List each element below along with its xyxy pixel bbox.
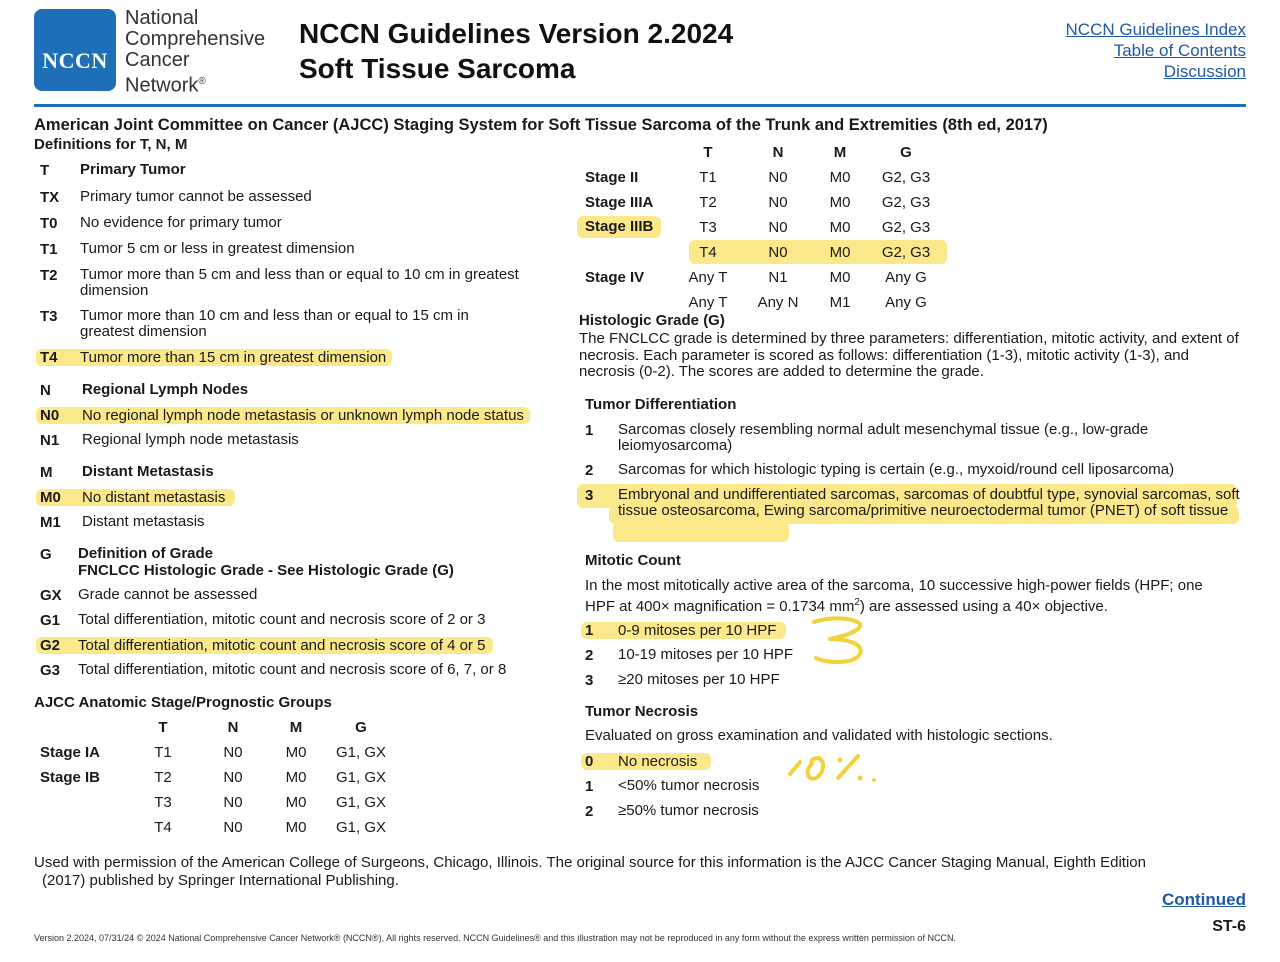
mitotic-text-b: ) are assessed using a 40× objective. bbox=[859, 597, 1108, 615]
necrosis-code: 0 bbox=[585, 753, 594, 770]
stage-g: G1, GX bbox=[335, 794, 387, 811]
mitotic-code: 1 bbox=[585, 622, 594, 639]
col-t: T bbox=[158, 719, 168, 736]
stage-m: M0 bbox=[285, 819, 307, 836]
stage-n: N0 bbox=[223, 744, 243, 761]
necrosis-title: Tumor Necrosis bbox=[585, 703, 699, 720]
necrosis-code: 1 bbox=[585, 778, 594, 795]
col-n: N bbox=[227, 719, 239, 736]
logo-wordmark bbox=[125, 8, 265, 97]
tumor-code: TX bbox=[40, 189, 60, 206]
stage-label: Stage IIIA bbox=[585, 194, 654, 211]
tumor-code: T4 bbox=[40, 349, 58, 366]
discussion-link[interactable]: Discussion bbox=[1163, 62, 1246, 81]
diff-code: 3 bbox=[585, 487, 594, 504]
stage-label: Stage IB bbox=[40, 769, 101, 786]
stage-m: M0 bbox=[285, 794, 307, 811]
stage-n: N0 bbox=[768, 169, 788, 186]
grade-desc: Total differentiation, mitotic count and necrosis score of 6, 7, or 8 bbox=[78, 661, 507, 678]
node-code: N1 bbox=[40, 432, 60, 449]
necrosis-desc: <50% tumor necrosis bbox=[618, 777, 760, 794]
histologic-title: Histologic Grade (G) bbox=[579, 312, 725, 329]
mitotic-text bbox=[585, 578, 1235, 615]
col-g: G bbox=[900, 144, 912, 161]
logo-reg: ® bbox=[198, 76, 206, 87]
stage-t: T4 bbox=[699, 244, 717, 261]
tumor-desc: Tumor 5 cm or less in greatest dimension bbox=[80, 240, 355, 257]
grade-code: G1 bbox=[40, 612, 61, 629]
diff-code: 2 bbox=[585, 462, 594, 479]
stage-t: Any T bbox=[688, 269, 728, 286]
stage-label: Stage IV bbox=[585, 269, 645, 286]
stage-n: N0 bbox=[768, 244, 788, 261]
stage-m: M0 bbox=[829, 219, 851, 236]
differentiation-title: Tumor Differentiation bbox=[585, 396, 737, 413]
stage-n: N1 bbox=[768, 269, 788, 286]
mitotic-desc: ≥20 mitoses per 10 HPF bbox=[618, 671, 780, 688]
stage-table-left bbox=[40, 719, 560, 839]
mitotic-title: Mitotic Count bbox=[585, 552, 681, 569]
top-links bbox=[1066, 19, 1246, 82]
grade-title: Definition of Grade bbox=[78, 545, 213, 562]
col-t: T bbox=[703, 144, 713, 161]
mitotic-code: 3 bbox=[585, 672, 594, 689]
stage-n: N0 bbox=[223, 819, 243, 836]
stage-label: Stage IA bbox=[40, 744, 101, 761]
logo-mark: NCCN bbox=[42, 48, 108, 73]
mitotic-sup: 2 bbox=[854, 596, 860, 608]
node-desc: Regional lymph node metastasis bbox=[82, 431, 299, 448]
diff-desc: Sarcomas closely resembling normal adult mesenchymal tissue (e.g., low-grade leiomyosarcoma) bbox=[618, 421, 1149, 454]
stage-g: G2, G3 bbox=[881, 244, 931, 261]
highlight-stripe bbox=[613, 522, 789, 542]
necrosis-code: 2 bbox=[585, 803, 594, 820]
tumor-code: T0 bbox=[40, 215, 58, 232]
stage-t: T1 bbox=[699, 169, 717, 186]
continued-link[interactable]: Continued bbox=[1161, 890, 1246, 909]
node-desc: No regional lymph node metastasis or unknown lymph node status bbox=[82, 407, 524, 424]
grade-desc: Grade cannot be assessed bbox=[78, 586, 258, 603]
permission-line-2: (2017) published by Springer International Publishing. bbox=[42, 872, 399, 889]
permission-note bbox=[34, 854, 1249, 890]
stage-m: M0 bbox=[829, 169, 851, 186]
necrosis-text: Evaluated on gross examination and validated with histologic sections. bbox=[585, 727, 1053, 744]
stage-n: Any N bbox=[757, 294, 799, 311]
stage-g: G1, GX bbox=[335, 744, 387, 761]
stage-t: Any T bbox=[688, 294, 728, 311]
logo-line-3: Cancer bbox=[125, 49, 190, 71]
stage-g: Any G bbox=[885, 294, 927, 311]
nccn-logo bbox=[34, 9, 116, 91]
table-of-contents-link[interactable]: Table of Contents bbox=[1113, 41, 1246, 60]
mitotic-desc: 0-9 mitoses per 10 HPF bbox=[618, 622, 777, 639]
stage-groups-title: AJCC Anatomic Stage/Prognostic Groups bbox=[34, 694, 332, 711]
stage-t: T2 bbox=[699, 194, 717, 211]
title-line-2: Soft Tissue Sarcoma bbox=[299, 53, 576, 84]
col-n: N bbox=[772, 144, 784, 161]
stage-table-right bbox=[585, 144, 965, 314]
metastasis-code: M0 bbox=[40, 489, 61, 506]
stage-n: N0 bbox=[768, 219, 788, 236]
stage-t: T3 bbox=[699, 219, 717, 236]
m-header: M bbox=[40, 464, 53, 481]
tumor-desc: Primary tumor cannot be assessed bbox=[80, 188, 312, 205]
stage-g: G1, GX bbox=[335, 769, 387, 786]
page-number: ST-6 bbox=[1212, 918, 1246, 935]
metastasis-title: Distant Metastasis bbox=[82, 463, 214, 480]
diff-desc: Embryonal and undifferentiated sarcomas, sarcomas of doubtful type, synovial sarcomas, soft tissue osteosarcoma, Ewing sarcoma/primitive neuroectodermal tumor (PNET) of soft tissue bbox=[618, 486, 1240, 519]
stage-m: M0 bbox=[829, 244, 851, 261]
handwritten-ten-percent bbox=[786, 746, 882, 790]
node-code: N0 bbox=[40, 407, 60, 424]
stage-m: M0 bbox=[285, 744, 307, 761]
stage-label: Stage IIIB bbox=[577, 216, 661, 238]
stage-t: T4 bbox=[154, 819, 172, 836]
grade-code: G3 bbox=[40, 662, 61, 679]
metastasis-code: M1 bbox=[40, 514, 61, 531]
title-line-1: NCCN Guidelines Version 2.2024 bbox=[299, 18, 734, 49]
tumor-desc: Tumor more than 5 cm and less than or equal to 10 cm in greatest dimension bbox=[80, 266, 519, 299]
tumor-code: T3 bbox=[40, 308, 58, 325]
necrosis-desc: No necrosis bbox=[618, 753, 698, 770]
stage-label: Stage II bbox=[585, 169, 639, 186]
stage-t: T1 bbox=[154, 744, 172, 761]
stage-t: T3 bbox=[154, 794, 172, 811]
g-header: G bbox=[40, 546, 52, 563]
histologic-text: The FNCLCC grade is determined by three parameters: differentiation, mitotic activity, and extent of necrosis. Each parameter is scored as follows: differentiation (1-3), mitotic activity (1-3), and necrosis (0-2). The scores are added to determine the grade. bbox=[579, 330, 1239, 380]
grade-desc: Total differentiation, mitotic count and necrosis score of 2 or 3 bbox=[78, 611, 486, 628]
stage-n: N0 bbox=[768, 194, 788, 211]
stage-m: M0 bbox=[829, 269, 851, 286]
grade-desc: Total differentiation, mitotic count and necrosis score of 4 or 5 bbox=[78, 637, 486, 654]
mitotic-code: 2 bbox=[585, 647, 594, 664]
stage-g: G2, G3 bbox=[881, 194, 931, 211]
copyright-notice: Version 2.2024, 07/31/24 © 2024 National Comprehensive Cancer Network® (NCCN®), All rights reserved. NCCN Guidelines® and this illustration may not be reproduced in any form without the express written permission of NCCN. bbox=[34, 933, 956, 943]
diff-desc: Sarcomas for which histologic typing is certain (e.g., myxoid/round cell liposarcoma) bbox=[618, 461, 1175, 478]
grade-code: GX bbox=[40, 587, 62, 604]
lymph-nodes-title: Regional Lymph Nodes bbox=[82, 381, 249, 398]
tumor-desc: No evidence for primary tumor bbox=[80, 214, 282, 231]
t-header: T bbox=[40, 162, 50, 179]
mitotic-desc: 10-19 mitoses per 10 HPF bbox=[618, 646, 794, 663]
definitions-label: Definitions for T, N, M bbox=[34, 136, 188, 153]
necrosis-desc: ≥50% tumor necrosis bbox=[618, 802, 759, 819]
grade-code: G2 bbox=[40, 637, 61, 654]
tumor-code: T2 bbox=[40, 267, 58, 284]
stage-g: G2, G3 bbox=[881, 169, 931, 186]
logo-line-4: Network bbox=[125, 74, 199, 97]
guidelines-index-link[interactable]: NCCN Guidelines Index bbox=[1065, 20, 1246, 39]
handwritten-three bbox=[808, 612, 870, 668]
page-title bbox=[299, 16, 733, 86]
diff-code: 1 bbox=[585, 422, 594, 439]
main-heading: American Joint Committee on Cancer (AJCC) Staging System for Soft Tissue Sarcoma of the Trunk and Extremities (8th ed, 2017) bbox=[34, 116, 1048, 134]
n-header: N bbox=[40, 382, 51, 399]
mitotic-text-a: In the most mitotically active area of the sarcoma, 10 successive high-power fields (HPF; one HPF at 400× magnification = 0.1734 mm bbox=[585, 577, 1203, 615]
stage-n: N0 bbox=[223, 794, 243, 811]
tumor-code: T1 bbox=[40, 241, 58, 258]
stage-n: N0 bbox=[223, 769, 243, 786]
col-m: M bbox=[833, 144, 847, 161]
metastasis-desc: Distant metastasis bbox=[82, 513, 205, 530]
header-divider bbox=[34, 104, 1246, 107]
grade-subtitle: FNCLCC Histologic Grade - See Histologic Grade (G) bbox=[78, 562, 454, 579]
stage-m: M0 bbox=[829, 194, 851, 211]
primary-tumor-title: Primary Tumor bbox=[80, 161, 186, 178]
stage-g: G2, G3 bbox=[881, 219, 931, 236]
permission-line-1: Used with permission of the American College of Surgeons, Chicago, Illinois. The original source for this information is the AJCC Cancer Staging Manual, Eighth Edition bbox=[34, 854, 1146, 871]
tumor-desc: Tumor more than 15 cm in greatest dimension bbox=[80, 349, 387, 366]
col-m: M bbox=[289, 719, 303, 736]
logo-line-2: Comprehensive bbox=[125, 28, 266, 50]
metastasis-desc: No distant metastasis bbox=[82, 489, 226, 506]
stage-t: T2 bbox=[154, 769, 172, 786]
tumor-desc: Tumor more than 10 cm and less than or equal to 15 cm in greatest dimension bbox=[80, 307, 469, 340]
stage-m: M1 bbox=[829, 294, 851, 311]
logo-line-1: National bbox=[125, 7, 199, 29]
stage-g: Any G bbox=[885, 269, 927, 286]
col-g: G bbox=[355, 719, 367, 736]
stage-m: M0 bbox=[285, 769, 307, 786]
stage-g: G1, GX bbox=[335, 819, 387, 836]
